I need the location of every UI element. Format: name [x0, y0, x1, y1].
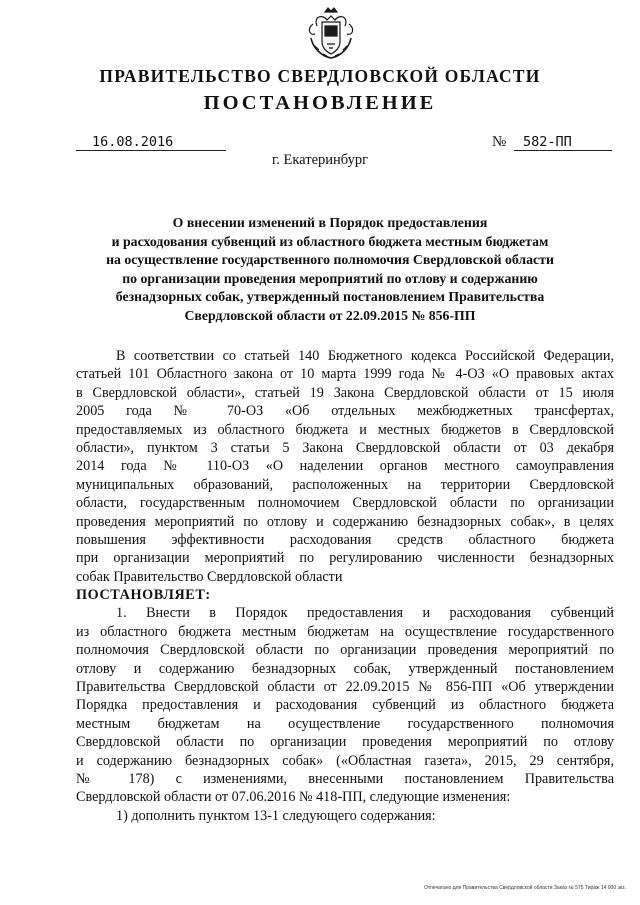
subject-line: по организации проведения мероприятий по отлову и содержанию [122, 270, 538, 286]
preamble-line: статьей 101 Областного закона от 10 марта 1999 года № 4-ОЗ «О правовых актах [76, 366, 614, 383]
preamble-line: области», пунктом 3 статьи 5 Закона Свердловской области от 03 декабря [76, 439, 614, 456]
item-line: местным бюджетам на осуществление государственного полномочия [76, 715, 614, 732]
preamble-line: В соответствии со статьей 140 Бюджетного кодекса Российской Федерации, [116, 348, 614, 364]
item-line: отлову и содержанию безнадзорных собак, утвержденный постановлением [76, 660, 614, 677]
coat-of-arms-icon [303, 6, 359, 62]
item-line: 1. Внести в Порядок предоставления и расходования субвенций [116, 605, 614, 622]
date-underline [76, 150, 226, 151]
preamble-line: 2014 года № 110-ОЗ «О наделении органов местного самоуправления [76, 458, 614, 475]
preamble-line: области, государственным полномочием Свердловской области по организации [76, 495, 614, 512]
decree-body [76, 347, 614, 825]
item-line: из областного бюджета местным бюджетам на осуществление государственного [76, 623, 614, 640]
decree-date: 16.08.2016 [92, 134, 174, 150]
subitem-line: 1) дополнить пунктом 13-1 следующего содержания: [116, 807, 436, 824]
decree-operative-word: ПОСТАНОВЛЯЕТ: [76, 587, 211, 604]
decree-number: 582-ПП [523, 134, 572, 150]
preamble-line: при организации мероприятий по регулированию численности безнадзорных [76, 550, 614, 567]
document-kind-title: ПОСТАНОВЛЕНИЕ [203, 92, 437, 114]
print-footer-note: Отпечатано для Правительства Свердловской области Заказ № 575 Тираж 14 000 экз. [424, 885, 626, 891]
preamble-line: предоставляемых из областного бюджета и местных бюджетов в Свердловской [76, 421, 614, 438]
item-line: № 178) с изменениями, внесенными постановлением Правительства [76, 770, 614, 787]
subject-line: Свердловской области от 22.09.2015 № 856-ПП [184, 307, 476, 323]
item-line: и содержанию безнадзорных собак» («Областная газета», 2015, 29 сентября, [76, 752, 614, 769]
preamble-line: в Свердловской области», статьей 19 Закона Свердловской области от 15 июля [76, 384, 614, 401]
subject-line: и расходования субвенций из областного бюджета местным бюджетам [111, 233, 549, 249]
preamble-line: собак Правительство Свердловской области [76, 568, 343, 585]
subject-line: безнадзорных собак, утвержденный постановлением Правительства [115, 289, 545, 304]
item-line: Свердловской области от 07.06.2016 № 418-ПП, следующие изменения: [76, 789, 511, 806]
item-line: полномочия Свердловской области по организации проведения мероприятий по [76, 642, 614, 659]
subject-line: О внесении изменений в Порядок предоставления [172, 215, 488, 230]
preamble-line: повышения эффективности расходования средств областного бюджета [76, 531, 614, 548]
number-underline [514, 150, 612, 151]
number-sign: № [492, 134, 507, 150]
preamble-line: 2005 года № 70-ОЗ «Об отдельных межбюджетных трансфертах, [76, 403, 614, 420]
city-line: г. Екатеринбург [271, 152, 369, 168]
item-line: Порядка предоставления и расходования субвенций из областного бюджета [76, 697, 614, 714]
decree-subject [100, 214, 560, 325]
item-line: Правительства Свердловской области от 22.09.2015 № 856-ПП «Об утверждении [76, 679, 614, 696]
item-line: Свердловской области по организации проведения мероприятий по отлову [76, 734, 614, 751]
preamble-line: муниципальных образований, расположенных на территории Свердловской [76, 476, 614, 493]
government-title: ПРАВИТЕЛЬСТВО СВЕРДЛОВСКОЙ ОБЛАСТИ [99, 66, 541, 86]
subject-line: на осуществление государственного полномочия Свердловской области [106, 252, 554, 267]
preamble-line: проведения мероприятий по отлову и содержанию безнадзорных собак», в целях [76, 513, 614, 530]
